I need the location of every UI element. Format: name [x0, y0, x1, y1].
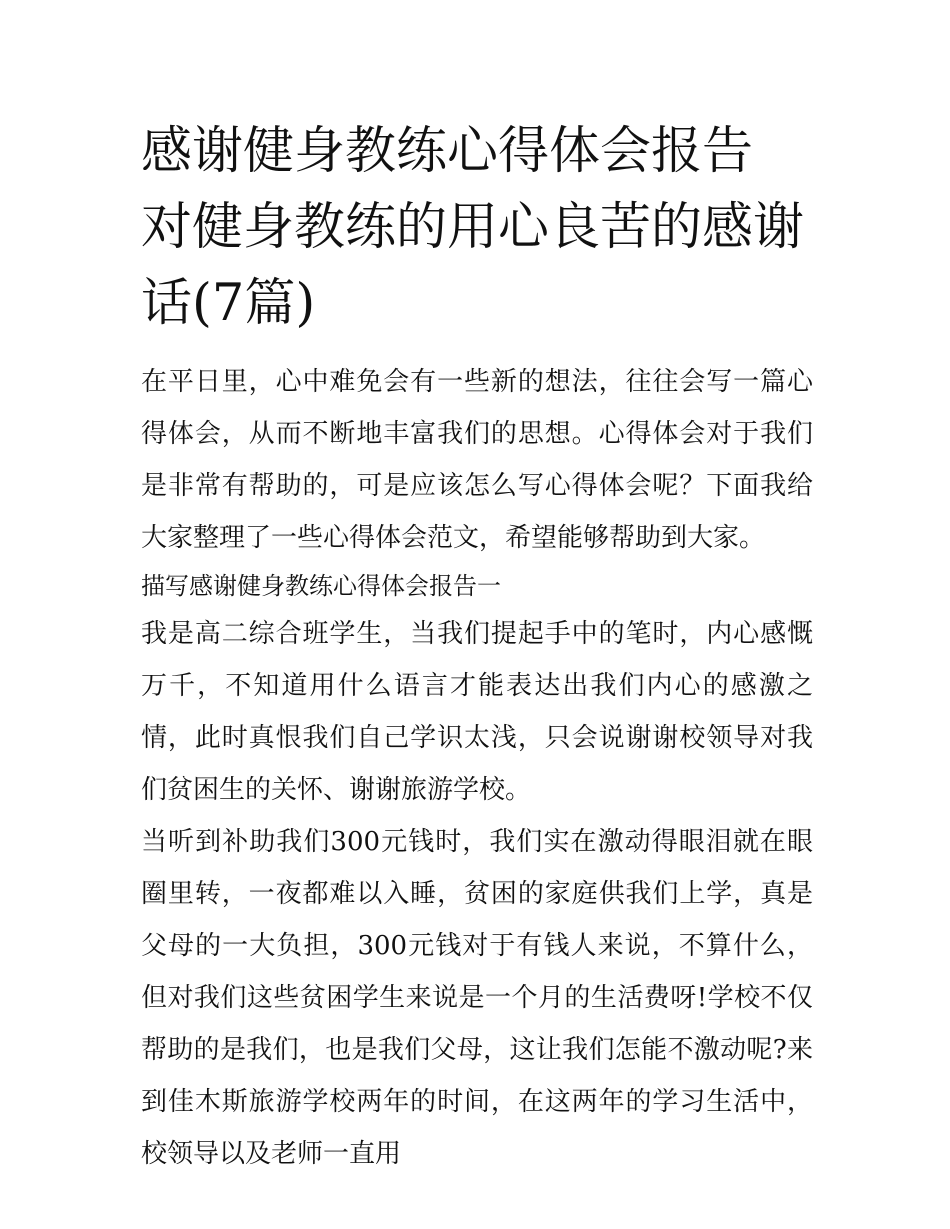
document-title: 感谢健身教练心得体会报告 对健身教练的用心良苦的感谢话(7篇) [141, 122, 805, 333]
section-heading: 描写感谢健身教练心得体会报告一 [141, 572, 501, 600]
document-content [141, 114, 813, 1180]
body-paragraph-2: 当听到补助我们300元钱时，我们实在激动得眼泪就在眼圈里转，一夜都难以入睡，贫困的家庭供我们上学，真是父母的一大负担，300元钱对于有钱人来说，不算什么，但对我们这些贫困学生来说是一个月的生活费呀!学校不仅帮助的是我们，也是我们父母，这让我们怎能不激动呢?来到佳木斯旅游学校两年的时间，在这两年的学习生活中，校领导以及老师一直用 [141, 827, 813, 1169]
body-paragraph-1: 我是高二综合班学生，当我们提起手中的笔时，内心感慨万千，不知道用什么语言才能表达出我们内心的感激之情，此时真恨我们自己学识太浅，只会说谢谢校领导对我们贫困生的关怀、谢谢旅游学校。 [141, 619, 813, 805]
intro-paragraph: 在平日里，心中难免会有一些新的想法，往往会写一篇心得体会，从而不断地丰富我们的思想。心得体会对于我们是非常有帮助的，可是应该怎么写心得体会呢？下面我给大家整理了一些心得体会范文，希望能够帮助到大家。 [141, 367, 813, 553]
document-body [141, 356, 813, 1180]
